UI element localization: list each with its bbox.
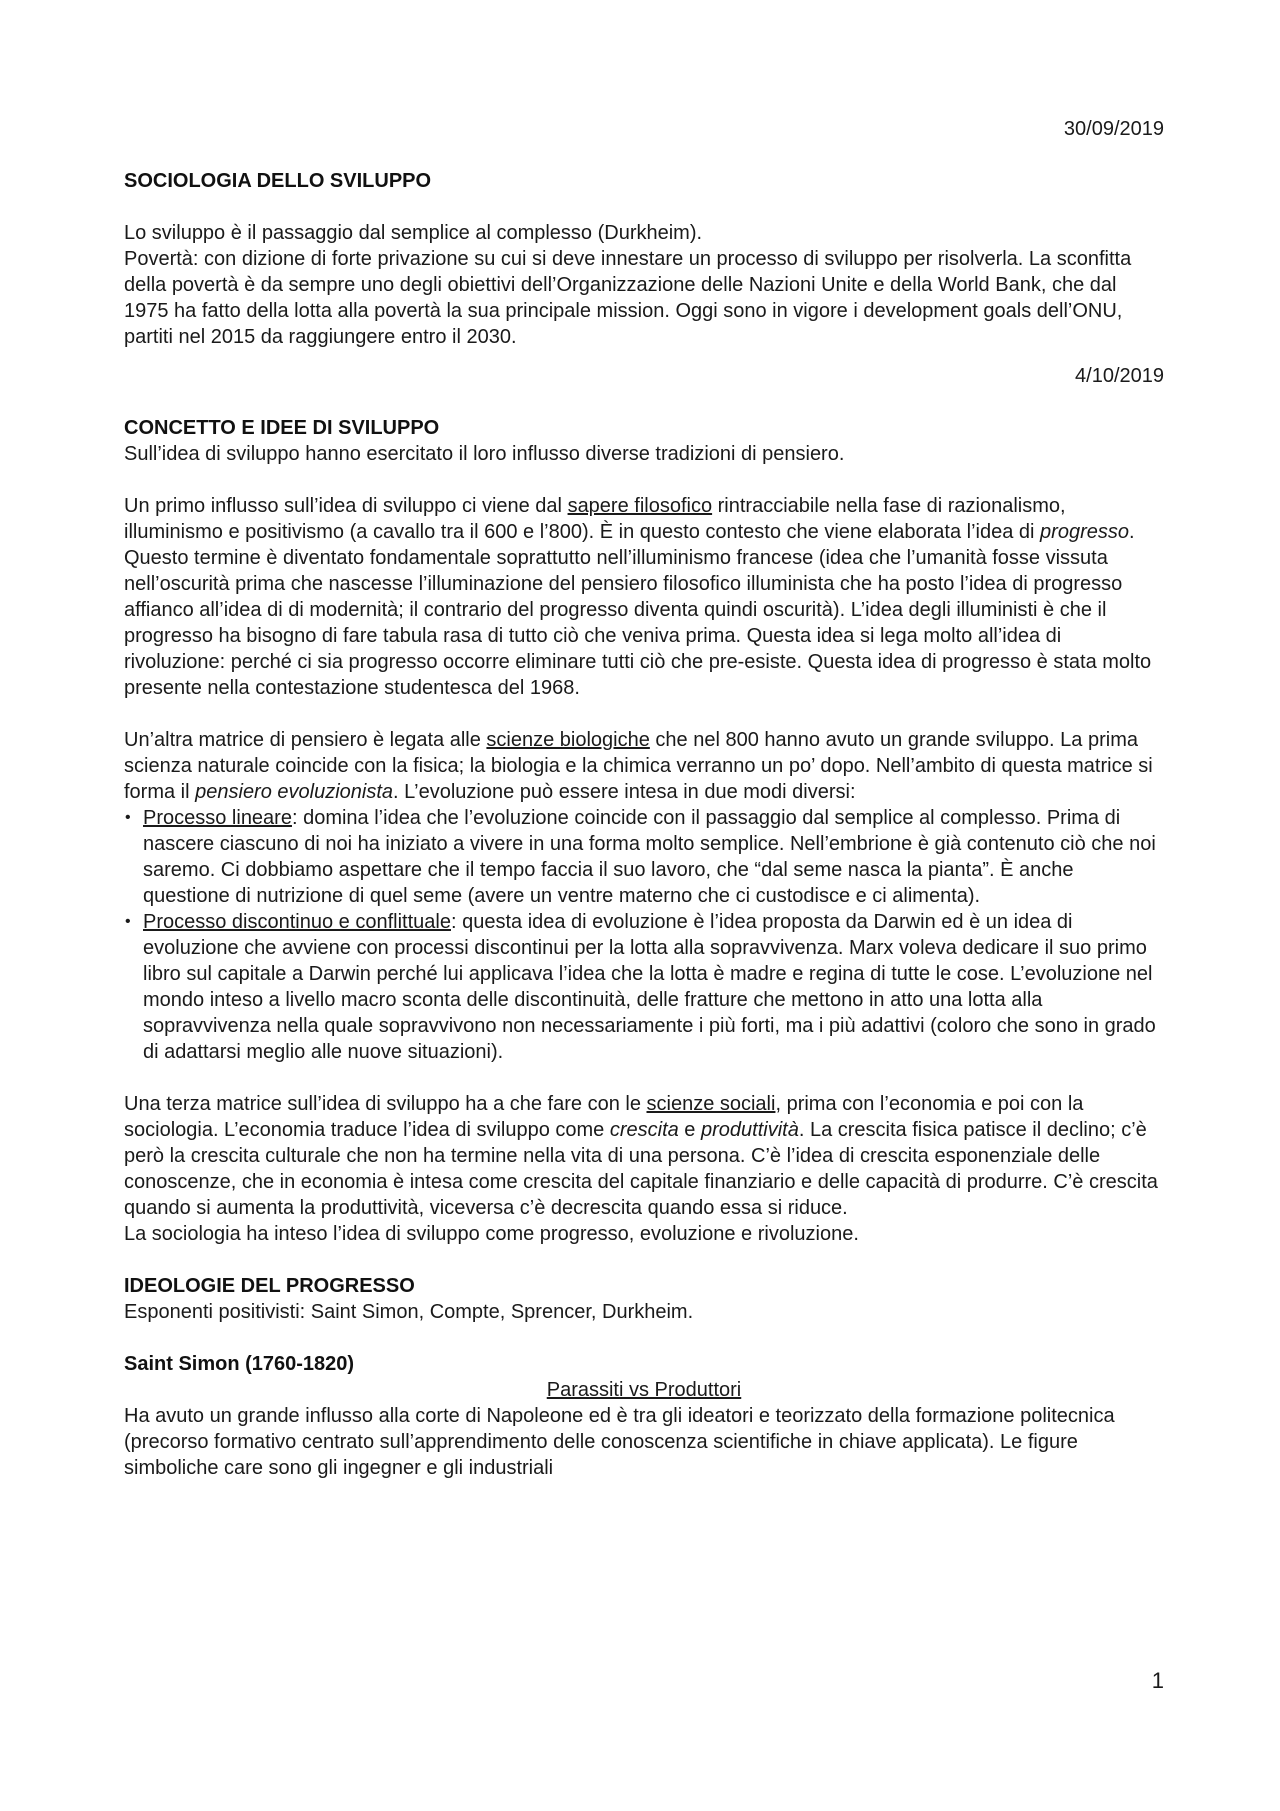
italic-term: produttività [701,1119,799,1141]
paragraph-sapere-filosofico: Un primo influsso sull’idea di sviluppo ci viene dal sapere filosofico rintracciabile nella fase di razionalismo, illuminismo e positivismo (a cavallo tra il 600 e l’800). È in questo contesto che viene elaborata l’idea di progresso. Questo termine è diventato fondamentale soprattutto nell’illuminismo francese (idea che l’umanità fosse vissuta nell’oscurità prima che nascesse l’illuminazione del pensiero filosofico illuminista che ha posto l’idea di progresso affianco all’idea di di modernità; il contrario del progresso diventa quindi oscurità). L’idea degli illuministi è che il progresso ha bisogno di fare tabula rasa di tutto ciò che veniva prima. Questa idea si lega molto all’idea di rivoluzione: perché ci sia progresso occorre eliminare tutti ciò che pre-esiste. Questa idea di progresso è stata molto presente nella contestazione studentesca del 1968. [124,495,1152,699]
heading-saint-simon: Saint Simon (1760-1820) [124,1353,355,1375]
saint-simon-subtitle: Parassiti vs Produttori [546,1379,742,1401]
italic-term: crescita [609,1119,679,1141]
ideologie-line: Esponenti positivisti: Saint Simon, Compte, Sprencer, Durkheim. [124,1301,694,1323]
page-number: 1 [1151,1668,1164,1693]
heading-ideologie: IDEOLOGIE DEL PROGRESSO [124,1275,415,1297]
saint-simon-text: Ha avuto un grande influsso alla corte di Napoleone ed è tra gli ideatori e teorizzato della formazione politecnica (precorso formativo centrato sull’apprendimento delle conoscenza scientifiche in chiave applicata). Le figure simboliche care sono gli ingegner e gli industriali [124,1405,1115,1479]
underlined-term: Processo discontinuo e conflittuale [143,911,451,933]
intro-line-1: Lo sviluppo è il passaggio dal semplice al complesso (Durkheim). [124,222,703,244]
heading-concetto: CONCETTO E IDEE DI SVILUPPO [124,417,440,439]
list-item: • Processo lineare: domina l’idea che l’evoluzione coincide con il passaggio dal semplice al complesso. Prima di nascere ciascuno di noi ha iniziato a vivere in una forma molto semplice. Nell’embrione è già contenuto ciò che noi saremo. Ci dobbiamo aspettare che il tempo faccia il suo lavoro, che “dal seme nasca la pianta”. È anche questione di nutrizione di quel seme (avere un ventre materno che ci custodisce e ci alimenta). [125,807,1156,907]
underlined-term: sapere filosofico [567,495,713,517]
italic-term: pensiero evoluzionista [195,781,394,803]
date-first: 30/09/2019 [1063,118,1164,140]
paragraph-scienze-sociali: Una terza matrice sull’idea di sviluppo ha a che fare con le scienze sociali, prima con l’economia e poi con la sociologia. L’economia traduce l’idea di sviluppo come crescita e produttività. La crescita fisica patisce il declino; c’è però la crescita culturale che non ha termine nella vita di una persona. C’è l’idea di crescita esponenziale delle conoscenze, che in economia è intesa come crescita del capitale finanziario e delle capacità di produrre. C’è crescita quando si aumenta la produttività, viceversa c’è decrescita quando essa si riduce. [124,1093,1158,1219]
underlined-term: scienze biologiche [486,729,650,751]
date-second: 4/10/2019 [1075,365,1164,387]
bullet-icon: • [125,809,131,826]
paragraph-sociologia: La sociologia ha inteso l’idea di sviluppo come progresso, evoluzione e rivoluzione. [124,1223,859,1245]
intro-paragraph-poverta: Povertà: con dizione di forte privazione su cui si deve innestare un processo di sviluppo per risolverla. La sconfitta della povertà è da sempre uno degli obiettivi dell’Organizzazione delle Nazioni Unite e della World Bank, che dal 1975 ha fatto della lotta alla povertà la sua principale mission. Oggi sono in vigore i development goals dell’ONU, partiti nel 2015 da raggiungere entro il 2030. [124,248,1132,348]
bullet-icon: • [125,913,131,930]
list-item: • Processo discontinuo e conflittuale: questa idea di evoluzione è l’idea proposta da Darwin ed è un idea di evoluzione che avviene con processi discontinui per la lotta alla sopravvivenza. Marx voleva dedicare il suo primo libro sul capitale a Darwin perché lui applicava l’idea che la lotta è madre e regina di tutte le cose. L’evoluzione nel mondo inteso a livello macro sconta delle discontinuità, delle fratture che mettono in atto una lotta alla sopravvivenza nella quale sopravvivono non necessariamente i più forti, ma i più adattivi (coloro che sono in grado di adattarsi meglio alle nuove situazioni). [125,911,1156,1063]
underlined-term: scienze sociali [646,1093,776,1115]
concetto-lead: Sull’idea di sviluppo hanno esercitato il loro influsso diverse tradizioni di pensiero. [124,443,845,465]
bullet-list [124,805,1164,1065]
document-page [124,116,1164,1481]
paragraph-scienze-biologiche: Un’altra matrice di pensiero è legata alle scienze biologiche che nel 800 hanno avuto un grande sviluppo. La prima scienza naturale coincide con la fisica; la biologia e la chimica verranno un po’ dopo. Nell’ambito di questa matrice si forma il pensiero evoluzionista. L’evoluzione può essere intesa in due modi diversi: [124,729,1153,803]
italic-term: progresso [1040,521,1129,543]
underlined-term: Processo lineare [143,807,292,829]
title-sociologia: SOCIOLOGIA DELLO SVILUPPO [124,170,432,192]
